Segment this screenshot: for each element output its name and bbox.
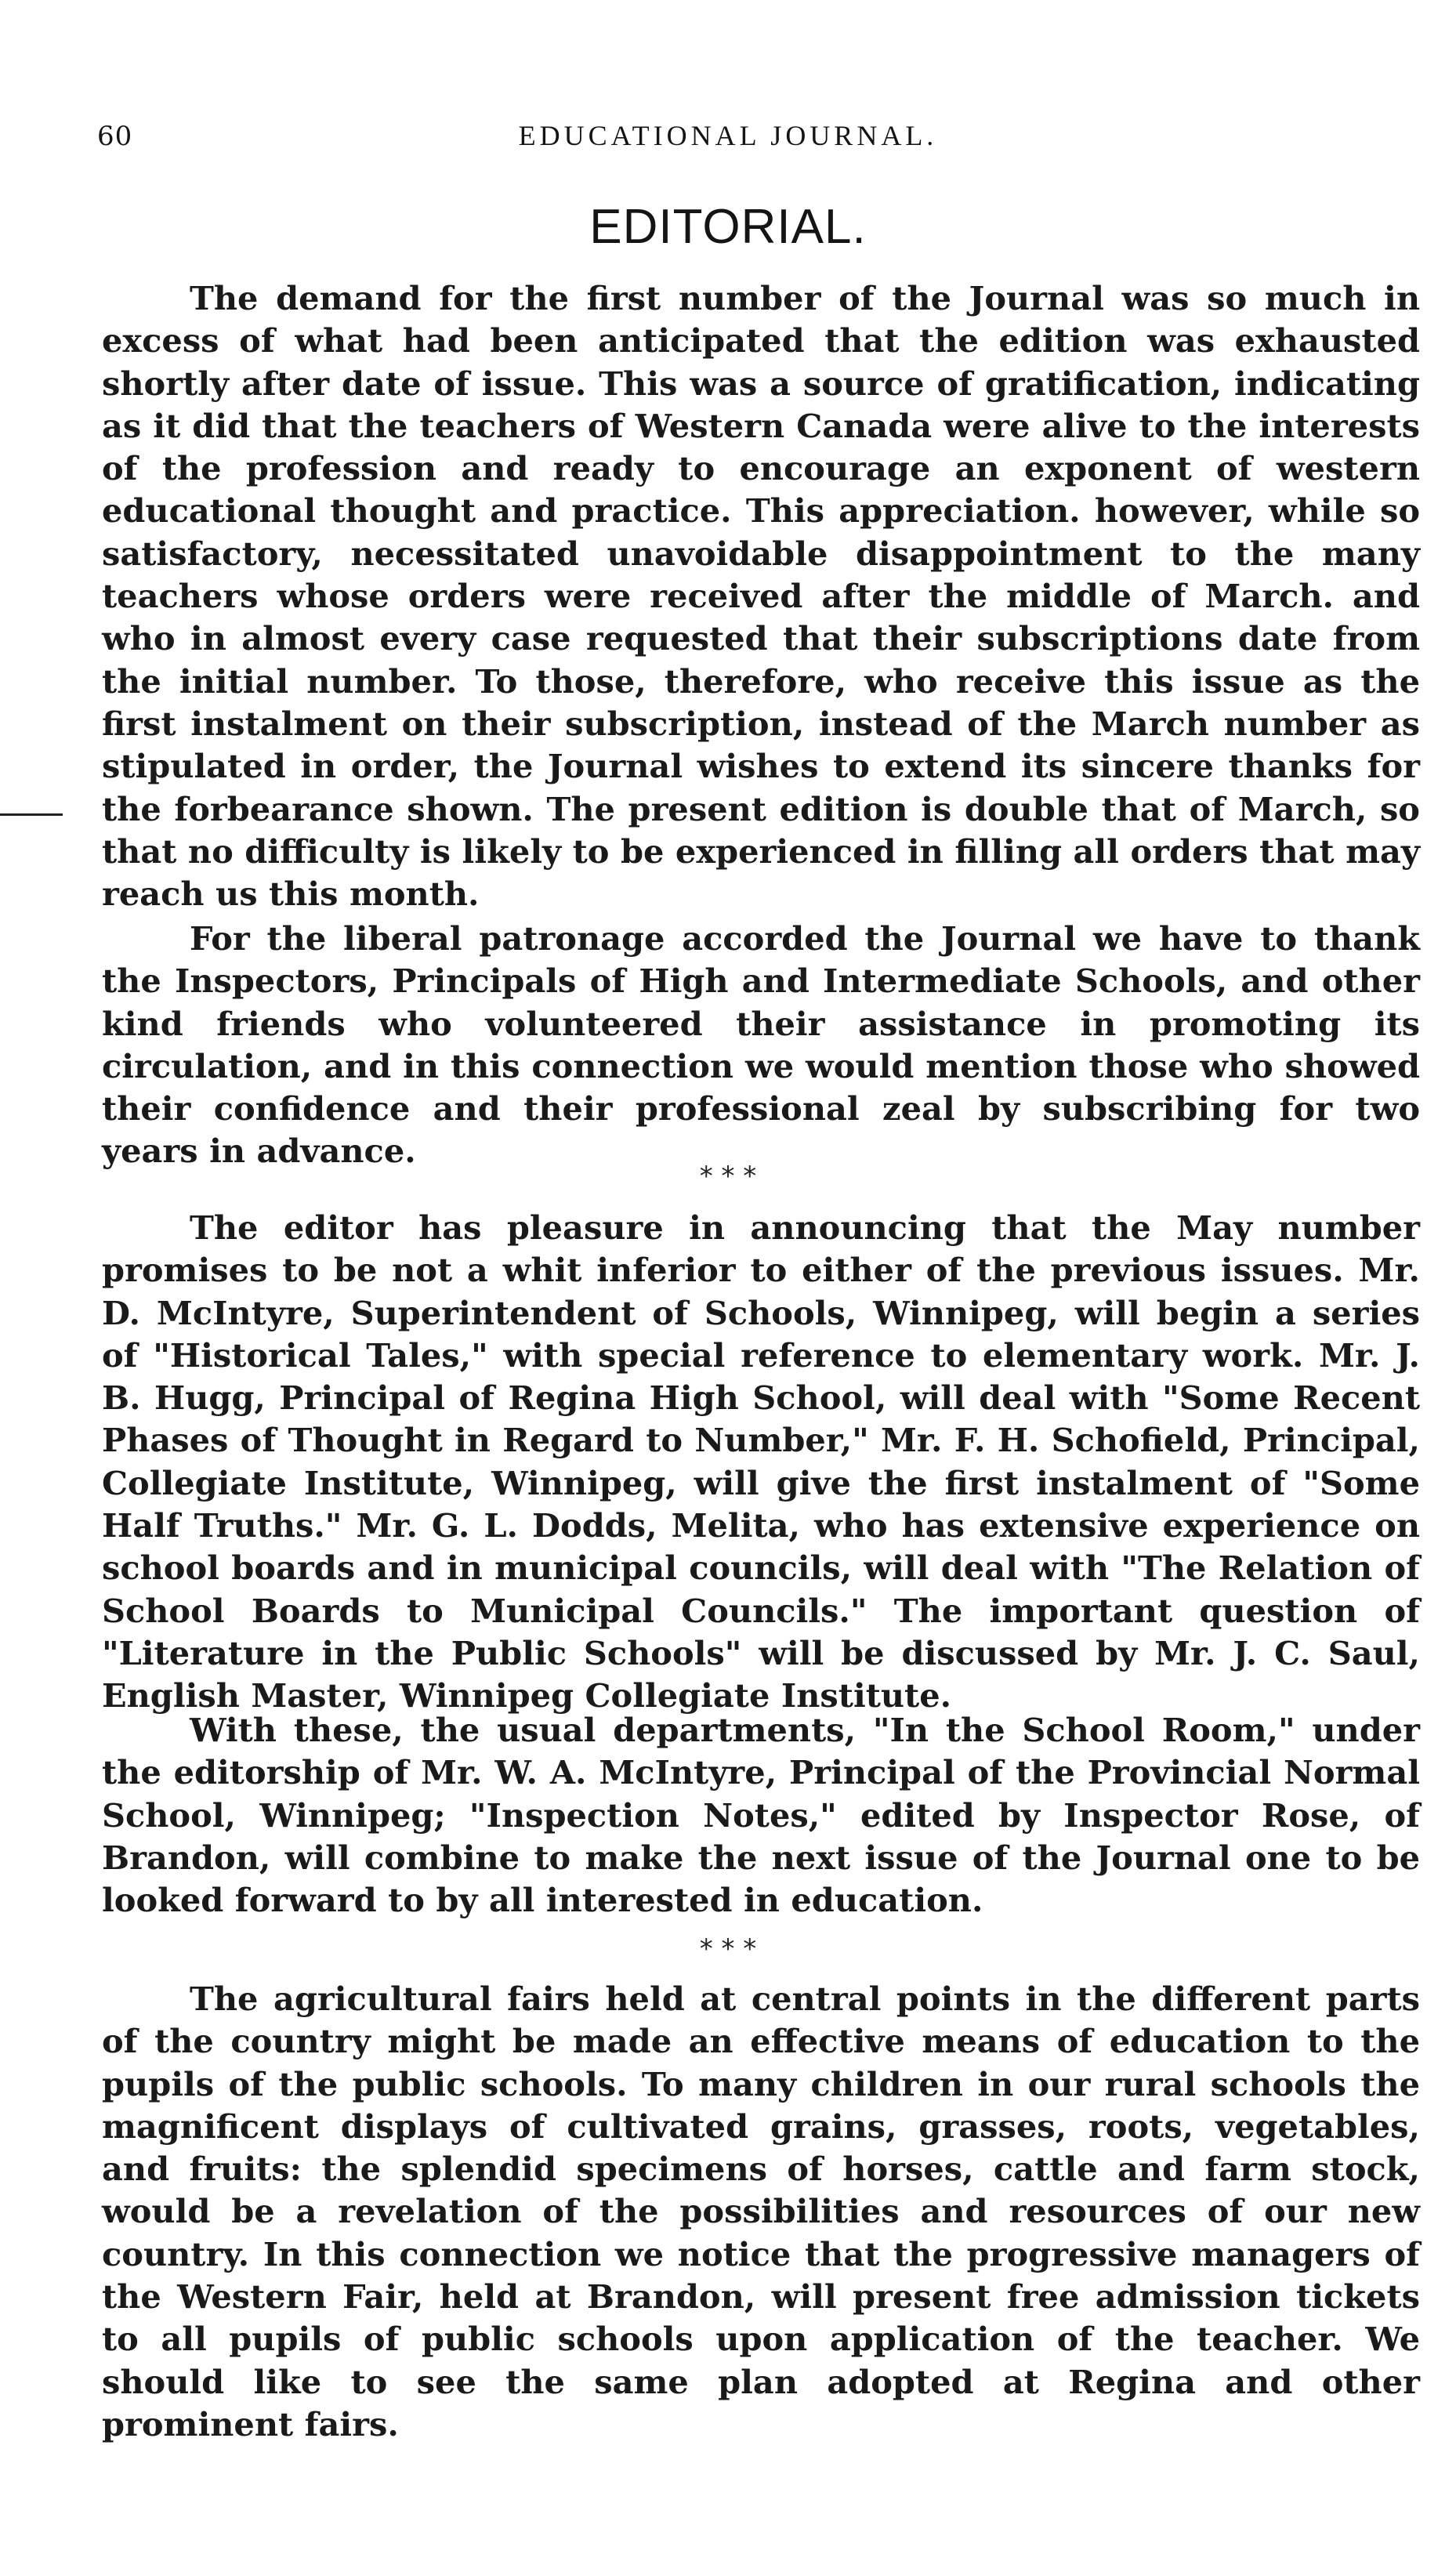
paragraph-journal-demand: The demand for the first number of the Journal was so much in excess of what had been anticipated that the edition was exhausted shortly after date of issue. This was a source of gratification, indicating as it did that the teachers of Western Canada were alive to the interests of the profession and ready to encourage an exponent of western educational thought and practice. This appreciation. however, while so satisfactory, necessitated unavoidable disappointment to the many teachers whose orders were received after the middle of March. and who in almost every case requested that their subscriptions date from the initial number. To those, therefore, who receive this issue as the first instalment on their subscription, instead of the March number as stipulated in order, the Journal wishes to extend its sincere thanks for the forbearance shown. The present edition is double that of March, so that no difficulty is likely to be experienced in filling all orders that may reach us this month.	[102, 279, 1420, 914]
page-number: 60	[97, 121, 133, 152]
paragraph-may-number: The editor has pleasure in announcing that the May number promises to be not a whit inferior to either of the previous issues. Mr. D. McIntyre, Superintendent of Schools, Winnipeg, will begin a series of "Historical Tales," with special reference to elementary work. Mr. J. B. Hugg, Principal of Regina High School, will deal with "Some Recent Phases of Thought in Regard to Number," Mr. F. H. Schofield, Principal, Collegiate Institute, Winnipeg, will give the first instalment of "Some Half Truths." Mr. G. L. Dodds, Melita, who has extensive experience on school boards and in municipal councils, will deal with "The Relation of School Boards to Municipal Councils." The important question of "Literature in the Public Schools" will be discussed by Mr. J. C. Saul, English Master, Winnipeg Collegiate Institute.	[102, 1208, 1420, 1715]
paragraph-departments: With these, the usual departments, "In the School Room," under the editorship of Mr. W. A. McIntyre, Principal of the Provincial Normal School, Winnipeg; "Inspection Notes," edited by Inspector Rose, of Brandon, will combine to make the next issue of the Journal one to be looked forward to by all interested in education.	[102, 1711, 1420, 1920]
page-title: EDITORIAL.	[589, 200, 867, 254]
section-separator: * * *	[699, 1161, 757, 1192]
margin-mark	[0, 813, 63, 816]
section-separator: * * *	[699, 1933, 757, 1965]
paragraph-patronage: For the liberal patronage accorded the Journal we have to thank the Inspectors, Principals of High and Intermediate Schools, and other kind friends who volunteered their assistance in promoting its circulation, and in this connection we would mention those who showed their confidence and their professional zeal by subscribing for two years in advance.	[102, 919, 1420, 1171]
running-head: EDUCATIONAL JOURNAL.	[518, 120, 938, 151]
paragraph-agricultural-fairs: The agricultural fairs held at central points in the different parts of the country might be made an effective means of education to the pupils of the public schools. To many children in our rural schools the magnificent displays of cultivated grains, grasses, roots, vegetables, and fruits: the splendid specimens of horses, cattle and farm stock, would be a revelation of the possibilities and resources of our new country. In this connection we notice that the progressive managers of the Western Fair, held at Brandon, will present free admission tickets to all pupils of public schools upon application of the teacher. We should like to see the same plan adopted at Regina and other prominent fairs.	[102, 1980, 1420, 2443]
